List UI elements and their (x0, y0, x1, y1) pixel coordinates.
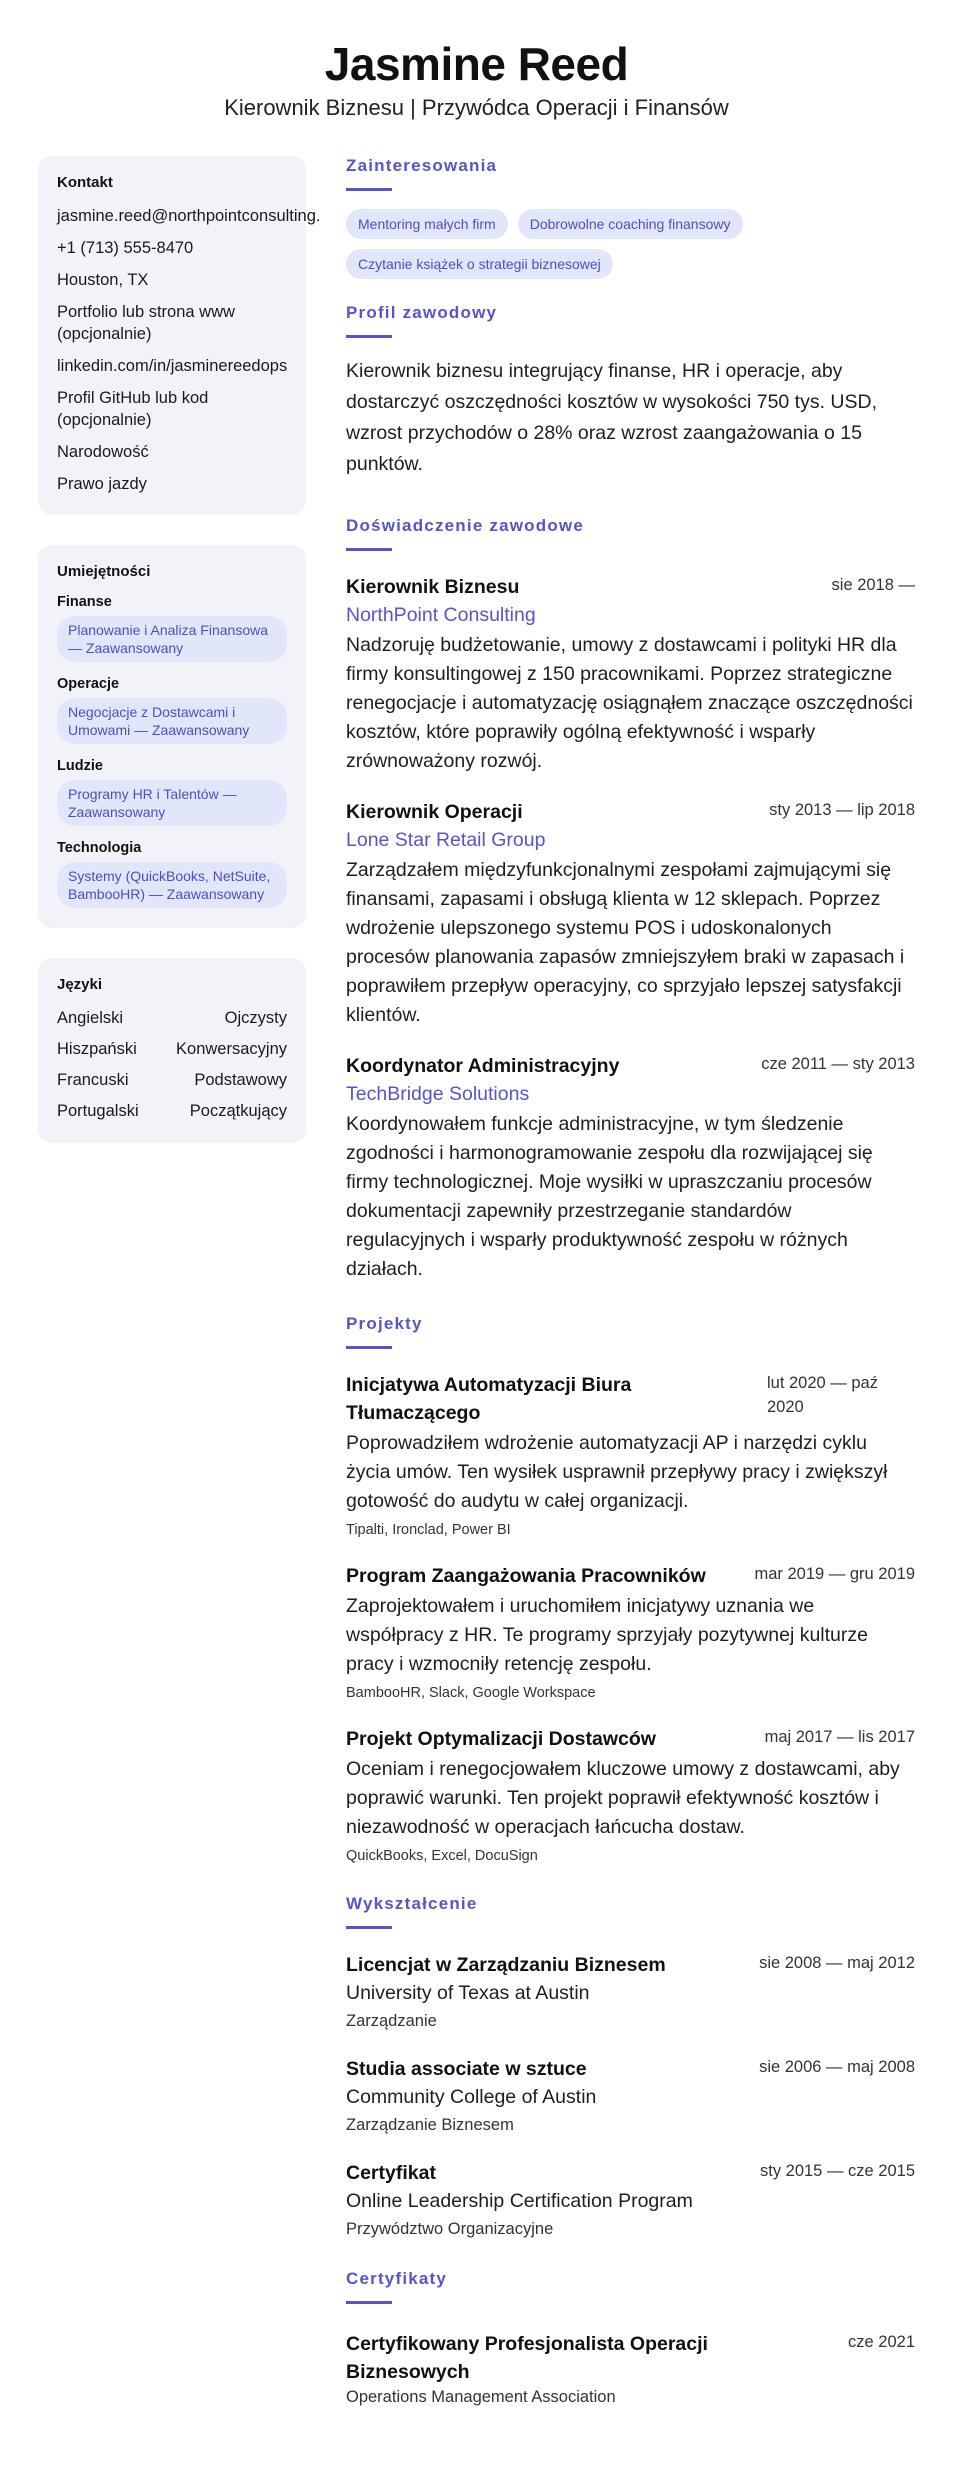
project-date: lut 2020 — paź 2020 (767, 1374, 878, 1416)
project-description: Zaprojektowałem i uruchomiłem inicjatywy uznania we współpracy z HR. Te programy sprzyjały pozytywnej kulturze pracy i wzmocniły retencję zespołu. (346, 1595, 868, 1675)
skills-card (38, 545, 306, 928)
contact-email[interactable]: jasmine.reed@northpointconsulting. (57, 207, 321, 225)
job-date: sie 2018 — (831, 576, 915, 594)
company-name: TechBridge Solutions (346, 1083, 530, 1105)
project-description: Oceniam i renegocjowałem kluczowe umowy z dostawcami, aby poprawić warunki. Ten projekt poprawił efektywność kosztów i niezawodność w operacjach łańcucha dostaw. (346, 1758, 900, 1838)
project-entry (346, 1725, 915, 1866)
language-level: Ojczysty (224, 1009, 287, 1027)
languages-card (38, 958, 306, 1143)
main-column (346, 156, 915, 2436)
job-description: Nadzoruję budżetowanie, umowy z dostawcami i polityki HR dla firmy konsultingowej z 150 pracownikami. Poprzez strategiczne renegocjacje i automatyzację osiągnąłem znaczące oszczędności kosztów, które poprawiły ogólną efektywność i wsparły zrównoważony rozwój. (346, 634, 913, 772)
language-row (57, 1038, 287, 1060)
section-title: Projekty (346, 1314, 423, 1333)
skill-group (57, 594, 287, 662)
project-tech: QuickBooks, Excel, DocuSign (346, 1848, 538, 1864)
field-of-study: Zarządzanie (346, 2012, 437, 2030)
contact-card (38, 156, 321, 515)
entry-head (346, 1725, 915, 1753)
degree-name: Studia associate w sztuce (346, 2058, 587, 2080)
job-date: sty 2013 — lip 2018 (769, 801, 915, 819)
interest-pill: Mentoring małych firm (346, 209, 508, 239)
contact-location: Houston, TX (57, 271, 149, 289)
education-entry (346, 1951, 915, 2033)
contact-nationality: Narodowość (57, 443, 149, 461)
job-date: cze 2011 — sty 2013 (761, 1055, 915, 1073)
skill-pill: Negocjacje z Dostawcami i Umowami — Zaawansowany (57, 698, 287, 744)
project-date: maj 2017 — lis 2017 (764, 1728, 915, 1746)
skill-pill: Programy HR i Talentów — Zaawansowany (57, 780, 287, 826)
company-name: Lone Star Retail Group (346, 829, 546, 851)
project-entry (346, 1562, 915, 1703)
field-of-study: Przywództwo Organizacyjne (346, 2220, 554, 2238)
job-title: Kierownik Operacji (346, 801, 523, 823)
interests-list (346, 209, 915, 279)
project-entry (346, 1371, 915, 1540)
contact-linkedin[interactable]: linkedin.com/in/jasminereedops (57, 357, 288, 375)
certification-entry (346, 2330, 915, 2408)
school-name: Community College of Austin (346, 2086, 597, 2108)
education-entry (346, 2055, 915, 2137)
skill-group (57, 758, 287, 826)
language-level: Podstawowy (194, 1071, 287, 1089)
entry-head (346, 2330, 915, 2386)
experience-section (346, 516, 915, 1284)
language-name: Hiszpański (57, 1040, 137, 1058)
entry-head (346, 1951, 915, 1979)
section-title: Profil zawodowy (346, 303, 498, 322)
profile-text: Kierownik biznesu integrujący finanse, HR i operacje, aby dostarczyć oszczędności kosztów w wysokości 750 tys. USD, wzrost przychodów o 28% oraz wzrost zaangażowania o 15 punktów. (346, 360, 878, 475)
project-tech: Tipalti, Ironclad, Power BI (346, 1522, 511, 1538)
entry-head (346, 798, 915, 826)
language-row (57, 1007, 287, 1029)
section-rule (346, 1346, 392, 1349)
entry-head (346, 1562, 915, 1590)
degree-name: Certyfikat (346, 2162, 436, 2184)
resume-header (0, 0, 953, 122)
experience-entry (346, 1052, 915, 1284)
profile-section (346, 303, 915, 480)
education-date: sty 2015 — cze 2015 (759, 2162, 915, 2180)
interest-pill: Czytanie książek o strategii biznesowej (346, 249, 613, 279)
entry-head (346, 2159, 915, 2187)
job-description: Koordynowałem funkcje administracyjne, w tym śledzenie zgodności i harmonogramowanie zespołu dla rozwijającej się firmy technologicznej. Moje wysiłki w upraszczaniu procesów dokumentacji zapewniły przestrzeganie standardów regulacyjnych i wsparły produktywność zespołu w różnych działach. (346, 1113, 873, 1280)
certification-date: cze 2021 (848, 2333, 915, 2351)
language-name: Portugalski (57, 1102, 139, 1120)
language-name: Francuski (57, 1071, 129, 1089)
entry-head (346, 1371, 915, 1427)
skill-group-title: Operacje (57, 676, 120, 692)
section-rule (346, 548, 392, 551)
project-name: Inicjatywa Automatyzacji Biura Tłumaczącego (346, 1374, 632, 1424)
entry-head (346, 1052, 915, 1080)
language-row (57, 1100, 287, 1122)
skill-group (57, 676, 287, 744)
sidebar (38, 156, 321, 2436)
experience-entry (346, 573, 915, 776)
candidate-name: Jasmine Reed (324, 38, 629, 90)
company-name: NorthPoint Consulting (346, 604, 536, 626)
interests-section (346, 156, 915, 279)
skills-title: Umiejętności (57, 563, 151, 580)
section-rule (346, 1926, 392, 1929)
skill-group-title: Ludzie (57, 758, 103, 774)
skill-group (57, 840, 287, 908)
project-date: mar 2019 — gru 2019 (754, 1565, 915, 1583)
contact-phone[interactable]: +1 (713) 555-8470 (57, 239, 194, 257)
projects-section (346, 1314, 915, 1866)
entry-head (346, 2055, 915, 2083)
contact-title: Kontakt (57, 174, 113, 191)
contact-license: Prawo jazdy (57, 475, 147, 493)
candidate-subtitle: Kierownik Biznesu | Przywódca Operacji i Finansów (224, 95, 729, 120)
school-name: Online Leadership Certification Program (346, 2190, 693, 2212)
skill-pill: Systemy (QuickBooks, NetSuite, BambooHR) — Zaawansowany (57, 862, 287, 908)
certification-name: Certyfikowany Profesjonalista Operacji Biznesowych (346, 2333, 708, 2383)
section-rule (346, 2301, 392, 2304)
section-rule (346, 188, 392, 191)
job-title: Koordynator Administracyjny (346, 1055, 620, 1077)
education-section (346, 1894, 915, 2241)
certifications-section (346, 2269, 915, 2408)
contact-portfolio[interactable]: Portfolio lub strona www (opcjonalnie) (57, 303, 235, 343)
languages-title: Języki (57, 976, 103, 993)
section-title: Certyfikaty (346, 2269, 448, 2288)
education-entry (346, 2159, 915, 2241)
certification-org: Operations Management Association (346, 2388, 616, 2406)
contact-github[interactable]: Profil GitHub lub kod (opcjonalnie) (57, 389, 209, 429)
language-level: Konwersacyjny (176, 1040, 287, 1058)
section-rule (346, 335, 392, 338)
project-description: Poprowadziłem wdrożenie automatyzacji AP i narzędzi cyklu życia umów. Ten wysiłek usprawnił przepływy pracy i zwiększył gotowość do audytu w całej organizacji. (346, 1432, 888, 1512)
job-title: Kierownik Biznesu (346, 576, 520, 598)
project-name: Program Zaangażowania Pracowników (346, 1565, 706, 1587)
field-of-study: Zarządzanie Biznesem (346, 2116, 514, 2134)
section-title: Zainteresowania (346, 156, 498, 175)
education-date: sie 2006 — maj 2008 (759, 2058, 915, 2076)
skill-group-title: Technologia (57, 840, 142, 856)
interest-pill: Dobrowolne coaching finansowy (518, 209, 743, 239)
section-title: Doświadczenie zawodowe (346, 516, 585, 535)
section-title: Wykształcenie (346, 1894, 478, 1913)
project-name: Projekt Optymalizacji Dostawców (346, 1728, 656, 1750)
degree-name: Licencjat w Zarządzaniu Biznesem (346, 1954, 666, 1976)
skill-group-title: Finanse (57, 594, 112, 610)
school-name: University of Texas at Austin (346, 1982, 590, 2004)
education-date: sie 2008 — maj 2012 (759, 1954, 915, 1972)
experience-entry (346, 798, 915, 1030)
language-row (57, 1069, 287, 1091)
resume-layout (38, 156, 915, 2436)
entry-head (346, 573, 915, 601)
skill-pill: Planowanie i Analiza Finansowa — Zaawansowany (57, 616, 287, 662)
project-tech: BambooHR, Slack, Google Workspace (346, 1685, 596, 1701)
job-description: Zarządzałem międzyfunkcjonalnymi zespołami zajmującymi się finansami, zapasami i obsługą klienta w 12 sklepach. Poprzez wdrożenie ulepszonego systemu POS i udoskonalonych procesów planowania zapasów zmniejszyłem braki w zapasach i poprawiłem przepływ operacyjny, co sprzyjało lepszej satysfakcji klientów. (346, 859, 905, 1026)
language-level: Początkujący (189, 1102, 287, 1120)
language-name: Angielski (57, 1009, 124, 1027)
